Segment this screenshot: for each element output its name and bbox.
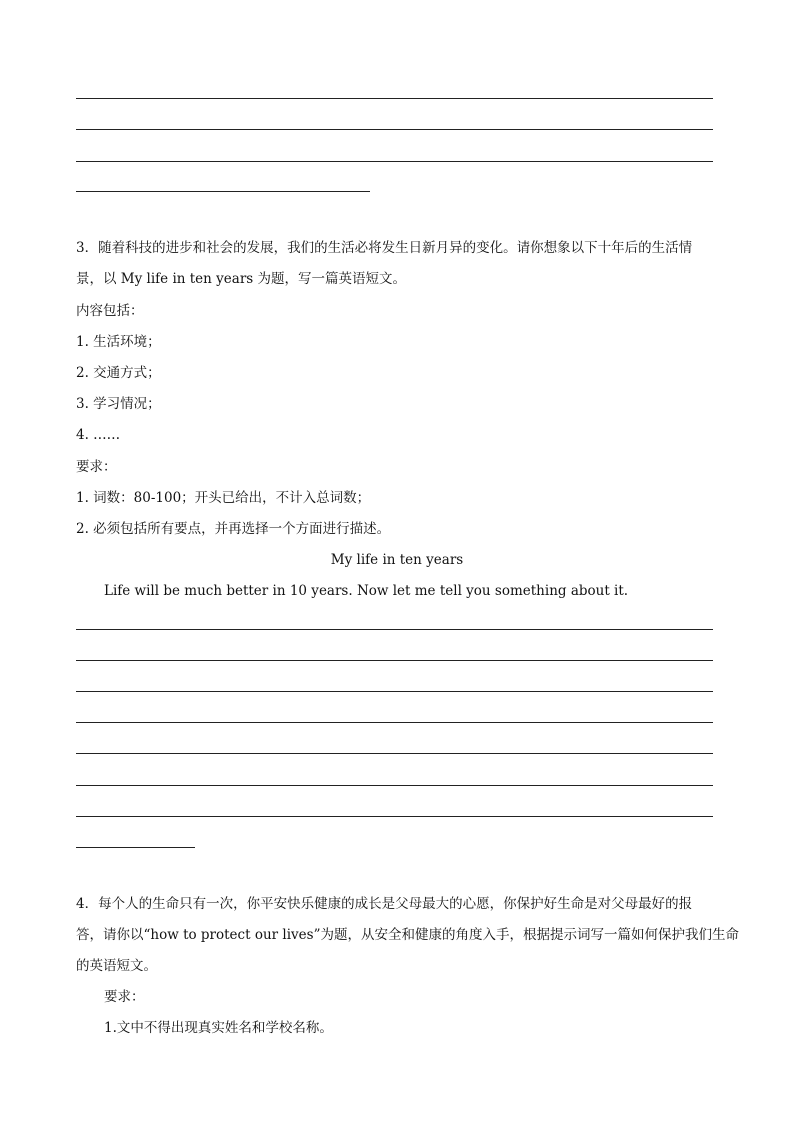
q3-requirement-1: 1. 词数：80-100；开头已给出，不计入总词数； bbox=[76, 490, 371, 506]
q3-content-heading: 内容包括： bbox=[76, 303, 144, 319]
writing-line bbox=[76, 129, 713, 130]
q4-prompt-line-2: 答，请你以“how to protect our lives”为题，从安全和健康的角度入手，根据提示词写一篇如何保护我们生命 bbox=[76, 927, 739, 943]
q4-prompt-line-1: 4．每个人的生命只有一次，你平安快乐健康的成长是父母最大的心愿，你保护好生命是对父母最好的报 bbox=[76, 896, 693, 912]
q4-prompt-line-3: 的英语短文。 bbox=[76, 958, 157, 974]
answer-line bbox=[76, 629, 713, 630]
answer-line-short bbox=[76, 847, 195, 848]
writing-line bbox=[76, 161, 713, 162]
q3-essay-title: My life in ten years bbox=[330, 552, 464, 568]
answer-line bbox=[76, 816, 713, 817]
q4-requirement-1: 1.文中不得出现真实姓名和学校名称。 bbox=[104, 1020, 333, 1036]
q3-item-2: 2. 交通方式； bbox=[76, 365, 161, 381]
answer-line bbox=[76, 660, 713, 661]
answer-line bbox=[76, 722, 713, 723]
q3-prompt-line-1: 3．随着科技的进步和社会的发展，我们的生活必将发生日新月异的变化。请你想象以下十年后的生活情 bbox=[76, 240, 693, 256]
answer-line bbox=[76, 785, 713, 786]
q3-requirements-heading: 要求： bbox=[76, 459, 117, 475]
q3-requirement-2: 2. 必须包括所有要点，并再选择一个方面进行描述。 bbox=[76, 521, 391, 537]
q3-item-3: 3. 学习情况； bbox=[76, 396, 161, 412]
q4-requirements-heading: 要求： bbox=[104, 989, 145, 1005]
q3-prompt-line-2: 景，以 My life in ten years 为题，写一篇英语短文。 bbox=[76, 271, 406, 287]
answer-line bbox=[76, 753, 713, 754]
q3-item-4: 4. …… bbox=[76, 427, 121, 443]
writing-line bbox=[76, 98, 713, 99]
writing-line-short bbox=[76, 191, 370, 192]
q3-essay-opening: Life will be much better in 10 years. Now let me tell you something about it. bbox=[104, 583, 629, 599]
q3-item-1: 1. 生活环境； bbox=[76, 334, 161, 350]
answer-line bbox=[76, 691, 713, 692]
